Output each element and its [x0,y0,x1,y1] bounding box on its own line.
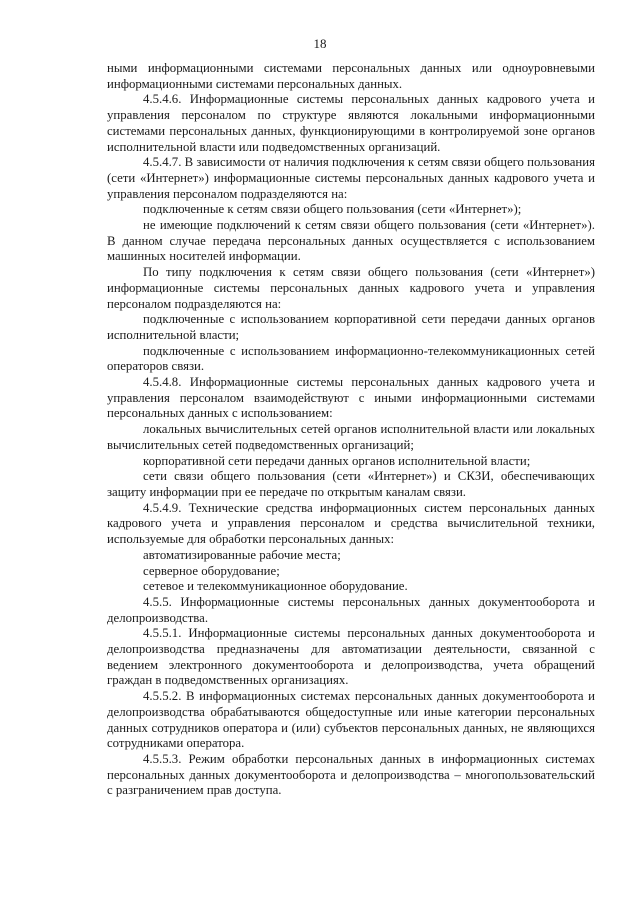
list-item: подключенные к сетям связи общего пользования (сети «Интернет»); [143,202,522,217]
paragraph-4-5-5: 4.5.5. Информационные системы персональных данных документооборота и делопроизводства. [107,594,595,625]
paragraph-continuation: ными информационными системами персональных данных или одноуровневыми информационными системами персональных данных. [107,61,595,91]
paragraph-4-5-4-7: 4.5.4.7. В зависимости от наличия подключения к сетям связи общего пользования (сети «Интернет») информационные системы персональных данных кадрового учета и управления персоналом подразделяются на: [107,155,595,201]
page-number: 18 [313,36,327,51]
paragraph-4-5-5-2: 4.5.5.2. В информационных системах персональных данных документооборота и делопроизводства обрабатываются общедоступные или иные категории персональных данных сотрудников оператора и (или) субъектов персональных данных, не являющихся сотрудниками оператора. [107,689,595,751]
list-item: серверное оборудование; [143,563,280,578]
paragraph-connection-type: По типу подключения к сетям связи общего пользования (сети «Интернет») информационные системы персональных данных кадрового учета и управления персоналом подразделяются на: [107,265,595,311]
paragraph-4-5-4-8: 4.5.4.8. Информационные системы персональных данных кадрового учета и управления персоналом взаимодействуют с иными информационными системами персональных данных с использованием: [107,375,595,421]
list-item: подключенные с использованием корпоративной сети передачи данных органов исполнительной власти; [107,312,595,342]
list-item: подключенные с использованием информационно-телекоммуникационных сетей операторов связи. [107,343,595,374]
list-item: локальных вычислительных сетей органов исполнительной власти или локальных вычислительных сетей подведомственных организаций; [107,422,595,452]
list-item: сетевое и телекоммуникационное оборудование. [143,579,408,594]
paragraph-4-5-5-3: 4.5.5.3. Режим обработки персональных данных в информационных системах персональных данных документооборота и делопроизводства – многопользовательский с разграничением прав доступа. [107,751,595,798]
paragraph-4-5-4-9: 4.5.4.9. Технические средства информационных систем персональных данных кадрового учета и управления персоналом и средства вычислительной техники, используемые для обработки персональных данных: [107,500,595,547]
list-item: не имеющие подключений к сетям связи общего пользования (сети «Интернет»). В данном случае передача персональных данных осуществляется с использованием машинных носителей информации. [107,218,595,264]
list-item: сети связи общего пользования (сети «Интернет») и СКЗИ, обеспечивающих защиту информации при ее передаче по открытым каналам связи. [107,469,595,499]
paragraph-4-5-5-1: 4.5.5.1. Информационные системы персональных данных документооборота и делопроизводства предназначены для автоматизации деятельности, связанной с ведением электронного документооборота и делопроизводства, учета обращений граждан в подведомственных организациях. [107,626,595,688]
text-body [107,61,595,799]
paragraph-4-5-4-6: 4.5.4.6. Информационные системы персональных данных кадрового учета и управления персоналом по структуре являются локальными информационными системами персональных данных, функционирующими в контролируемой зоне органов исполнительной власти или подведомственных организаций. [107,92,595,154]
list-item: автоматизированные рабочие места; [143,547,341,562]
list-item: корпоративной сети передачи данных органов исполнительной власти; [143,453,531,468]
